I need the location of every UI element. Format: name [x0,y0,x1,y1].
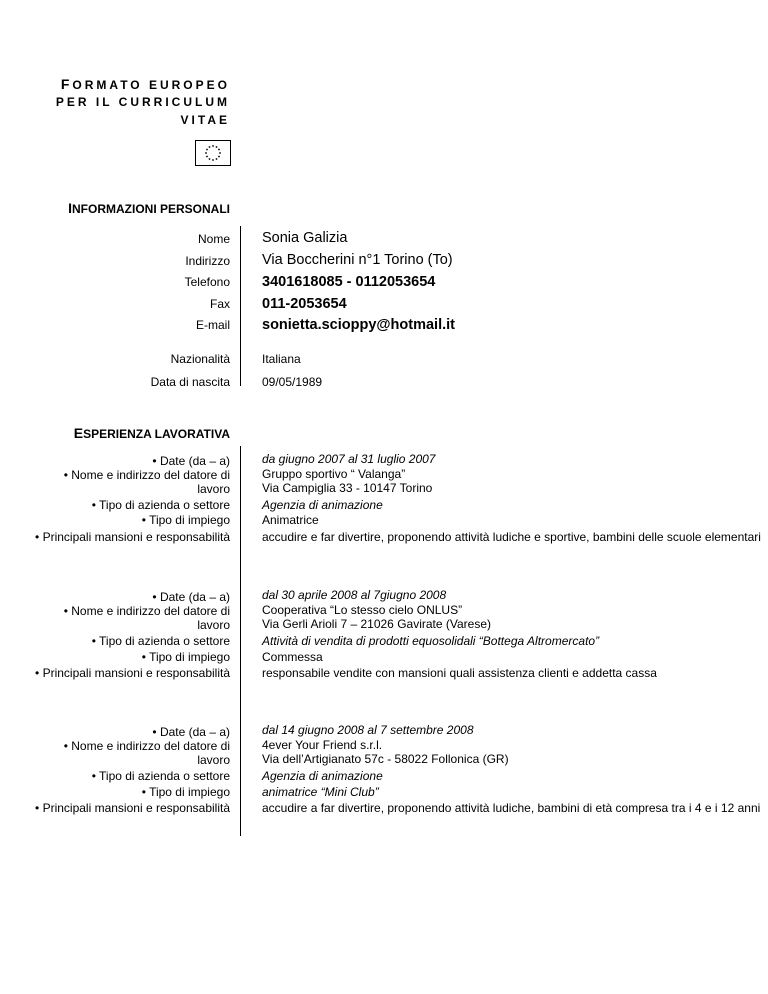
entry-duties: responsabile vendite con mansioni quali assistenza clienti e addetta cassa [262,666,657,680]
cv-title-line-3: VITAE [180,113,230,127]
column-divider [240,446,241,836]
label-address: Indirizzo [185,254,230,268]
label-name: Nome [197,232,230,246]
entry-date: da giugno 2007 al 31 luglio 2007 [262,452,436,466]
label-employer-cont: lavoro [197,753,230,767]
column-divider [240,226,241,386]
entry-duties: accudire e far divertire, proponendo attività ludiche e sportive, bambini delle scuole elementari [262,530,761,544]
label-date: • Date (da – a) [152,454,230,468]
label-duties: • Principali mansioni e responsabilità [35,530,230,544]
label-job: • Tipo di impiego [141,650,230,664]
cv-title-line-1: FORMATO EUROPEO [60,76,230,92]
label-email: E-mail [195,318,230,332]
section-heading-personal: INFORMAZIONI PERSONALI [68,200,230,216]
cv-title-line-2: PER IL CURRICULUM [55,95,230,109]
value-birthdate: 09/05/1989 [262,375,323,389]
label-sector: • Tipo di azienda o settore [91,634,230,648]
label-fax: Fax [209,297,230,311]
label-phone: Telefono [184,275,230,289]
value-email: sonietta.scioppy@hotmail.it [262,317,455,333]
value-address: Via Boccherini n°1 Torino (To) [262,252,453,268]
entry-job: Commessa [262,650,323,664]
label-job: • Tipo di impiego [141,513,230,527]
entry-sector: Agenzia di animazione [262,498,383,512]
entry-employer: Gruppo sportivo “ Valanga” [262,467,406,481]
section-heading-experience: ESPERIENZA LAVORATIVA [73,425,230,441]
label-date: • Date (da – a) [152,590,230,604]
entry-date: dal 14 giugno 2008 al 7 settembre 2008 [262,723,474,737]
entry-job: Animatrice [262,513,319,527]
entry-job: animatrice “Mini Club” [262,785,379,799]
label-duties: • Principali mansioni e responsabilità [35,666,230,680]
eu-flag-logo [195,140,231,166]
label-duties: • Principali mansioni e responsabilità [35,801,230,815]
entry-sector: Agenzia di animazione [262,769,383,783]
value-nationality: Italiana [262,352,301,366]
eu-stars-icon [196,141,230,165]
entry-employer-address: Via Campiglia 33 - 10147 Torino [262,481,433,495]
label-employer: • Nome e indirizzo del datore di [63,468,230,482]
entry-sector: Attività di vendita di prodotti equosolidali “Bottega Altromercato” [262,634,600,648]
value-name: Sonia Galizia [262,230,348,246]
entry-employer: Cooperativa “Lo stesso cielo ONLUS” [262,603,463,617]
value-phone: 3401618085 - 0112053654 [262,274,436,290]
label-sector: • Tipo di azienda o settore [91,769,230,783]
value-fax: 011-2053654 [262,296,347,312]
label-birthdate: Data di nascita [150,375,230,389]
label-employer: • Nome e indirizzo del datore di [63,739,230,753]
label-employer-cont: lavoro [197,482,230,496]
label-date: • Date (da – a) [152,725,230,739]
label-employer: • Nome e indirizzo del datore di [63,604,230,618]
entry-duties: accudire a far divertire, proponendo attività ludiche, bambini di età compresa tra i 4 e i 12 anni [262,801,761,815]
entry-date: dal 30 aprile 2008 al 7giugno 2008 [262,588,447,602]
label-employer-cont: lavoro [197,618,230,632]
label-nationality: Nazionalità [170,352,230,366]
label-sector: • Tipo di azienda o settore [91,498,230,512]
entry-employer-address: Via dell’Artigianato 57c - 58022 Follonica (GR) [262,752,509,766]
label-job: • Tipo di impiego [141,785,230,799]
entry-employer: 4ever Your Friend s.r.l. [262,738,383,752]
entry-employer-address: Via Gerli Arioli 7 – 21026 Gavirate (Varese) [262,617,492,631]
